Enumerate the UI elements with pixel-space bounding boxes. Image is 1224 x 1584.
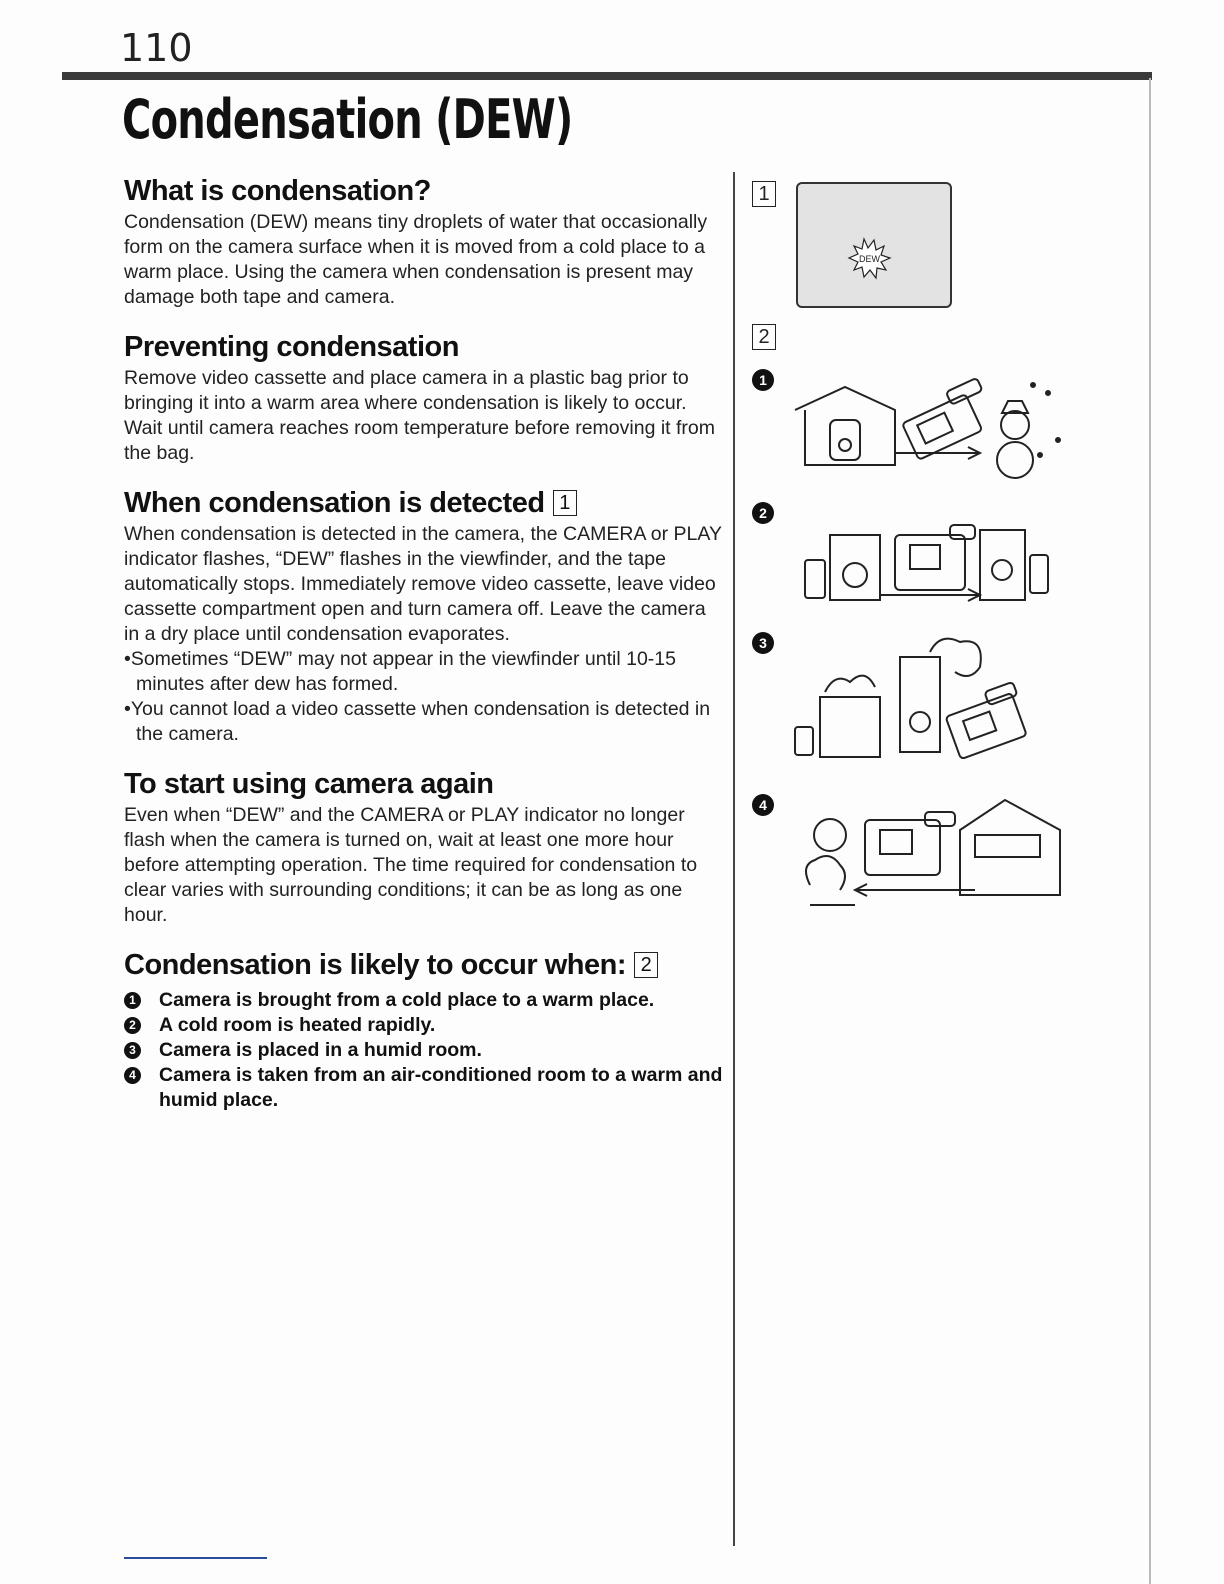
list-item xyxy=(124,1013,724,1038)
number-circle-icon: 1 xyxy=(124,992,141,1009)
section-heading xyxy=(124,484,724,522)
heading-text: When condensation is detected xyxy=(124,487,545,519)
column-divider xyxy=(733,172,735,1546)
page-number: 110 xyxy=(120,26,193,70)
section-heading: What is condensation? xyxy=(124,175,431,207)
section-body: Even when “DEW” and the CAMERA or PLAY indicator no longer flash when the camera is turned on, wait at least one more hour before attempting operation. The time required for condensation to clear varies with surrounding conditions; it can be as long as one hour. xyxy=(124,804,698,926)
scene-number-icon: 1 xyxy=(752,369,774,391)
section-heading: To start using camera again xyxy=(124,768,494,800)
dew-burst-icon xyxy=(798,184,950,306)
scene-number-icon: 2 xyxy=(752,502,774,524)
footer-link-rule xyxy=(124,1557,267,1559)
scene-number-icon: 4 xyxy=(752,794,774,816)
section-body: Remove video cassette and place camera in a plastic bag prior to bringing it into a warm area where condensation is likely to occur. Wait until camera reaches room temperature before removing it from the bag. xyxy=(124,367,716,464)
humid-room-illustration xyxy=(790,632,1040,772)
rapid-heating-illustration xyxy=(800,500,1055,610)
viewfinder-dew-text: DEW xyxy=(859,254,880,264)
number-circle-icon: 4 xyxy=(124,1067,141,1084)
section-what-is-condensation xyxy=(124,172,724,310)
note-bullet: •You cannot load a video cassette when condensation is detected in the camera. xyxy=(124,698,711,745)
section-start-again xyxy=(124,765,724,928)
scene-number-icon: 3 xyxy=(752,632,774,654)
section-preventing-condensation xyxy=(124,328,724,466)
figure-ref-1: 1 xyxy=(553,490,577,516)
condition-list xyxy=(124,988,724,1113)
page-title: Condensation (DEW) xyxy=(122,88,573,151)
section-body: Condensation (DEW) means tiny droplets of water that occasionally form on the camera surface when it is moved from a cold place to a warm place. Using the camera when condensation is present may damage both tape and camera. xyxy=(124,211,708,308)
section-heading xyxy=(124,946,724,984)
note-bullet: •Sometimes “DEW” may not appear in the viewfinder until 10-15 minutes after dew has formed. xyxy=(124,648,676,695)
list-item xyxy=(124,1063,724,1113)
figure-label-1: 1 xyxy=(752,181,776,207)
list-item-text: A cold room is heated rapidly. xyxy=(159,1014,436,1036)
figure-ref-2: 2 xyxy=(634,952,658,978)
section-when-detected xyxy=(124,484,724,747)
number-circle-icon: 3 xyxy=(124,1042,141,1059)
text-column xyxy=(124,172,724,1113)
list-item-text: Camera is brought from a cold place to a warm place. xyxy=(159,989,655,1011)
figure-label-2: 2 xyxy=(752,324,776,350)
viewfinder-illustration xyxy=(796,182,952,308)
number-circle-icon: 2 xyxy=(124,1017,141,1034)
section-body: When condensation is detected in the camera, the CAMERA or PLAY indicator flashes, “DEW” flashes in the viewfinder, and the tape automatically stops. Immediately remove video cassette, leave video cassette compartment open and turn camera off. Leave the camera in a dry place until condensation evaporates. xyxy=(124,523,722,645)
section-heading: Preventing condensation xyxy=(124,331,459,363)
heading-text: Condensation is likely to occur when: xyxy=(124,949,626,981)
list-item xyxy=(124,988,724,1013)
list-item-text: Camera is taken from an air-conditioned room to a warm and humid place. xyxy=(159,1064,723,1111)
page-edge-rule xyxy=(1149,78,1151,1584)
section-likely-to-occur xyxy=(124,946,724,1113)
cold-to-warm-illustration xyxy=(790,365,1070,480)
header-rule xyxy=(62,72,1152,80)
air-conditioned-to-humid-illustration xyxy=(795,790,1075,935)
list-item xyxy=(124,1038,724,1063)
list-item-text: Camera is placed in a humid room. xyxy=(159,1039,482,1061)
